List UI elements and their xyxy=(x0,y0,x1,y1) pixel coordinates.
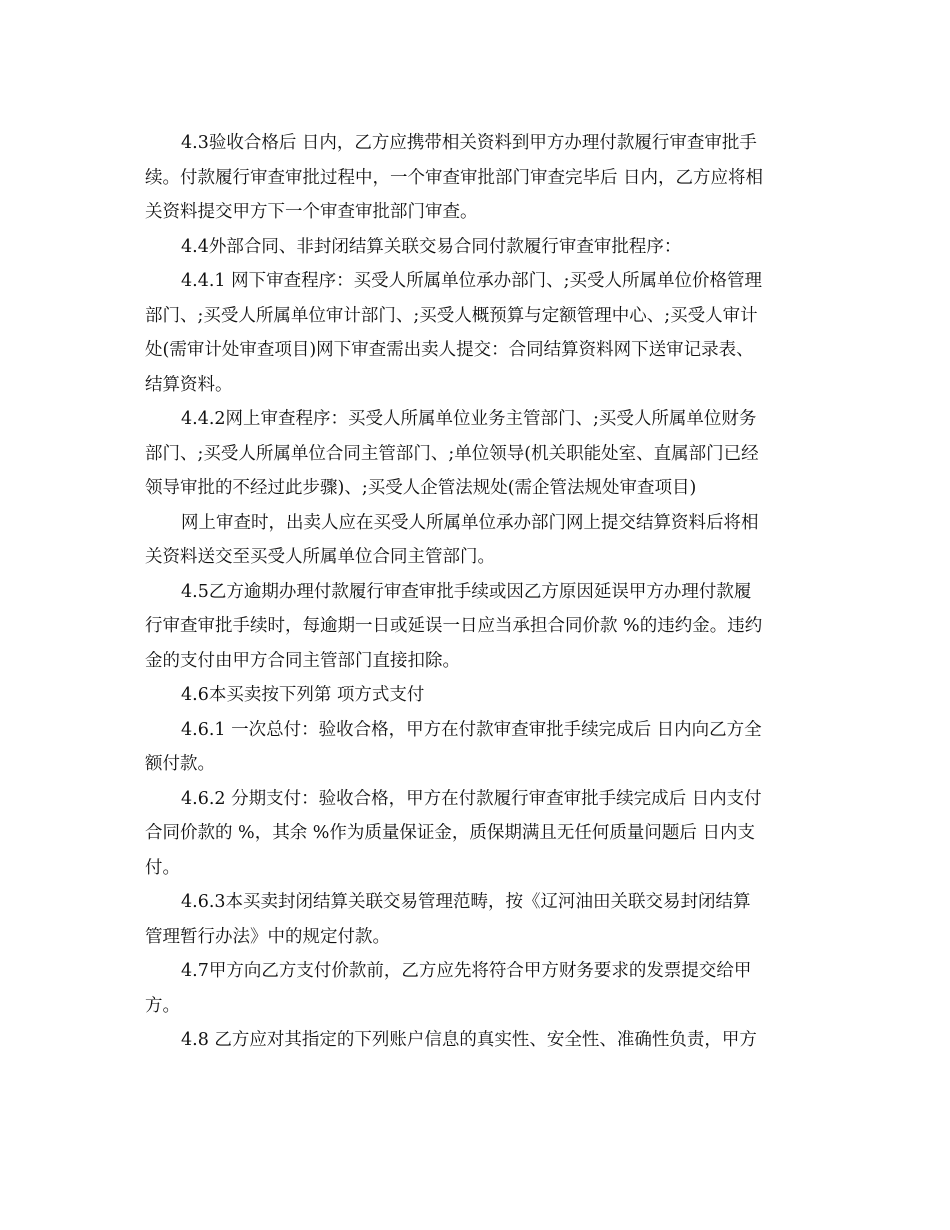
text-line: 4.5乙方逾期办理付款履行审查审批手续或因乙方原因延误甲方办理付款履 xyxy=(181,581,752,602)
text-line: 4.8 乙方应对其指定的下列账户信息的真实性、安全性、准确性负责，甲方 xyxy=(181,1030,757,1050)
text-line: 付。 xyxy=(145,857,180,878)
text-line: 4.4.1 网下审查程序：买受人所属单位承办部门、;买受人所属单位价格管理 xyxy=(181,271,762,291)
text-line: 4.7甲方向乙方支付价款前，乙方应先将符合甲方财务要求的发票提交给甲 xyxy=(181,961,752,981)
text-line: 关资料送交至买受人所属单位合同主管部门。 xyxy=(145,547,495,567)
text-line: 4.4.2网上审查程序：买受人所属单位业务主管部门、;买受人所属单位财务 xyxy=(181,409,757,429)
text-line: 部门、;买受人所属单位审计部门、;买受人概预算与定额管理中心、;买受人审计 xyxy=(145,305,758,326)
text-line: 关资料提交甲方下一个审查审批部门审查。 xyxy=(145,202,478,222)
text-line: 方。 xyxy=(145,995,180,1016)
text-line: 4.6.3本买卖封闭结算关联交易管理范畴，按《辽河油田关联交易封闭结算 xyxy=(181,892,751,912)
text-line: 4.6.2 分期支付：验收合格，甲方在付款履行审查审批手续完成后 日内支付 xyxy=(181,788,762,809)
text-line: 网上审查时，出卖人应在买受人所属单位承办部门网上提交结算资料后将相 xyxy=(181,512,759,533)
text-line: 4.6.1 一次总付：验收合格，甲方在付款审查审批手续完成后 日内向乙方全 xyxy=(181,719,762,740)
text-line: 处(需审计处审查项目)网下审查需出卖人提交：合同结算资料网下送审记录表、 xyxy=(145,340,754,360)
text-line: 领导审批的不经过此步骤)、;买受人企管法规处(需企管法规处审查项目) xyxy=(145,478,697,498)
text-line: 续。付款履行审查审批过程中，一个审查审批部门审查完毕后 日内，乙方应将相 xyxy=(145,167,764,188)
text-line: 4.6本买卖按下列第 项方式支付 xyxy=(181,685,425,705)
text-line: 结算资料。 xyxy=(145,374,233,395)
text-line: 合同价款的 %，其余 %作为质量保证金，质保期满且无任何质量问题后 日内支 xyxy=(145,823,755,843)
text-line: 金的支付由甲方合同主管部门直接扣除。 xyxy=(145,650,460,671)
text-line: 行审查审批手续时，每逾期一日或延误一日应当承担合同价款 %的违约金。违约 xyxy=(145,616,763,636)
text-line: 4.3验收合格后 日内，乙方应携带相关资料到甲方办理付款履行审查审批手 xyxy=(181,133,757,153)
text-line: 4.4外部合同、非封闭结算关联交易合同付款履行审查审批程序： xyxy=(181,236,682,257)
text-line: 额付款。 xyxy=(145,754,215,774)
text-line: 管理暂行办法》中的规定付款。 xyxy=(145,926,390,947)
text-line: 部门、;买受人所属单位合同主管部门、;单位领导(机关职能处室、直属部门已经 xyxy=(145,443,759,464)
document-body xyxy=(145,126,807,1058)
